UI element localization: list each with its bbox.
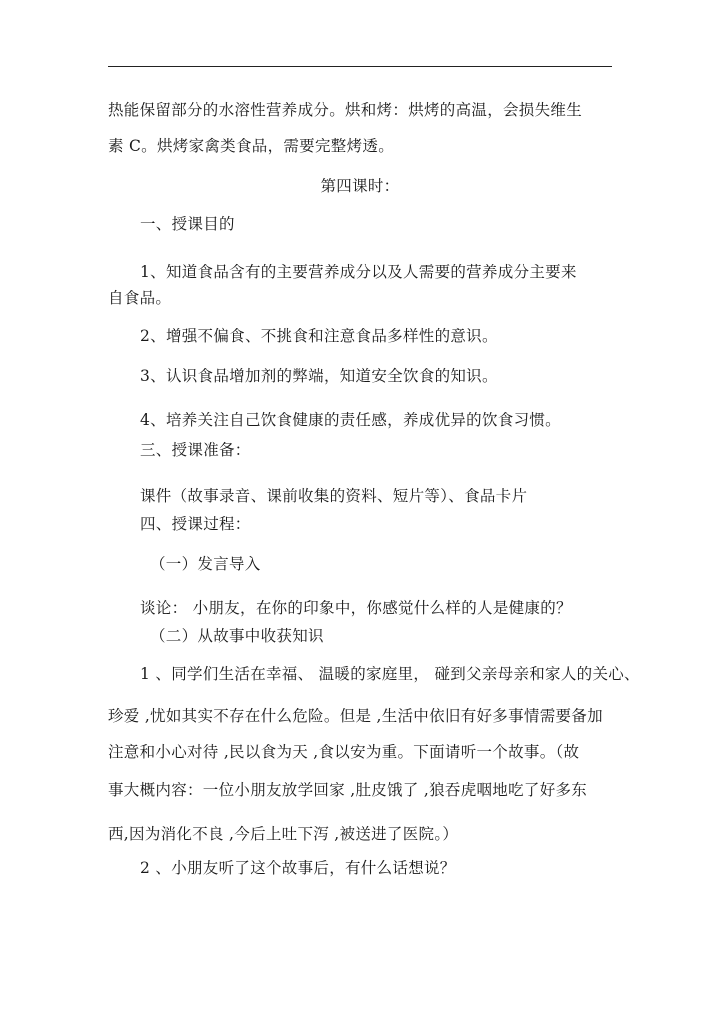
text-line: （一）发言导入	[150, 555, 261, 573]
text-line: 自食品。	[108, 289, 172, 307]
text-line: 谈论： 小朋友，在你的印象中，你感觉什么样的人是健康的？	[140, 599, 572, 617]
header-rule	[108, 66, 612, 67]
text-line: 一、授课目的	[140, 215, 235, 233]
text-line: 三、授课准备：	[140, 441, 251, 459]
text-line: 西,因为消化不良 ,今后上吐下泻 ,被送进了医院。）	[108, 825, 459, 843]
text-line: （二）从故事中收获知识	[150, 627, 324, 645]
text-line: 注意和小心对待 ,民以食为天 ,食以安为重。下面请听一个故事。（故	[108, 743, 580, 761]
text-line: 2、增强不偏食、不挑食和注意食品多样性的意识。	[140, 327, 498, 345]
text-line: 事大概内容：一位小朋友放学回家 ,肚皮饿了 ,狼吞虎咽地吃了好多东	[108, 781, 588, 799]
text-line: 课件（故事录音、课前收集的资料、短片等）、食品卡片	[140, 487, 528, 505]
text-line: 2 、小朋友听了这个故事后，有什么话想说？	[140, 859, 456, 877]
text-line: 4、培养关注自己饮食健康的责任感，养成优异的饮食习惯。	[140, 411, 561, 429]
section-heading: 第四课时：	[320, 177, 400, 195]
text-line: 热能保留部分的水溶性营养成分。烘和烤：烘烤的高温，会损失维生	[108, 101, 583, 119]
text-line: 3、认识食品增加剂的弊端，知道安全饮食的知识。	[140, 367, 498, 385]
text-line: 1、知道食品含有的主要营养成分以及人需要的营养成分主要来	[140, 263, 577, 281]
text-line: 素 C。烘烤家禽类食品，需要完整烤透。	[108, 137, 394, 155]
text-line: 珍爱 ,忧如其实不存在什么危险。但是 ,生活中依旧有好多事情需要备加	[108, 707, 603, 725]
text-line: 四、授课过程：	[140, 515, 251, 533]
text-line: 1 、同学们生活在幸福、 温暖的家庭里， 碰到父亲母亲和家人的关心、	[140, 665, 640, 683]
